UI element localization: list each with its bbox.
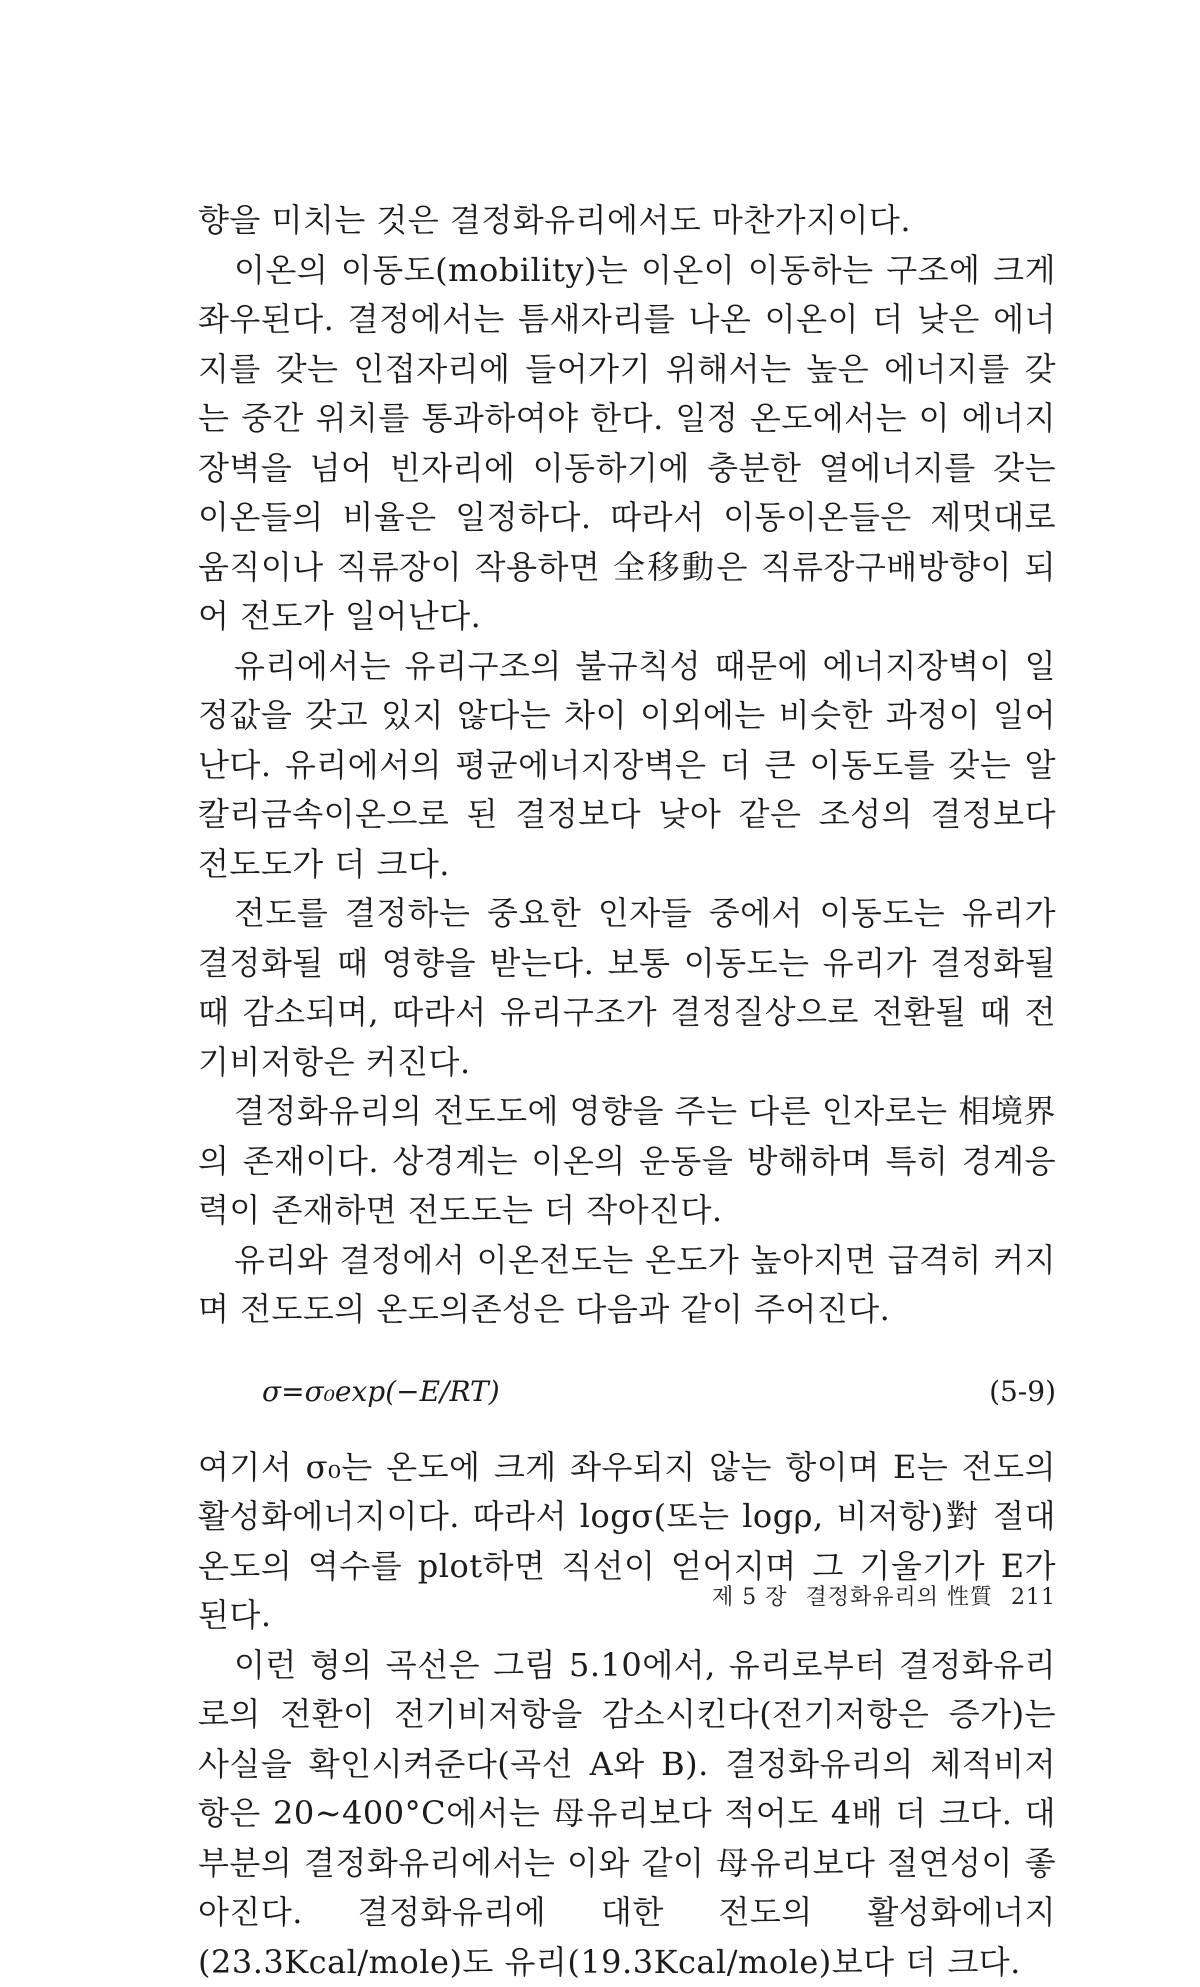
- footer-chapter: 제 5 장: [712, 1585, 788, 1610]
- paragraph-glass-energy-barrier: 유리에서는 유리구조의 불규칙성 때문에 에너지장벽이 일정값을 갖고 있지 않다는 차이 이외에는 비슷한 과정이 일어난다. 유리에서의 평균에너지장벽은 더 큰 이동도를 갖는 알칼리금속이온으로 된 결정보다 낮아 같은 조성의 결정보다 전도도가 더 크다.: [198, 642, 1056, 890]
- paragraph-conduction-factors: 전도를 결정하는 중요한 인자들 중에서 이동도는 유리가 결정화될 때 영향을 받는다. 보통 이동도는 유리가 결정화될 때 감소되며, 따라서 유리구조가 결정질상으로 전환될 때 전기비저항은 커진다.: [198, 889, 1056, 1087]
- equation-formula: σ=σ₀exp(−E/RT): [262, 1375, 500, 1408]
- paragraph-resistivity-curves: 이런 형의 곡선은 그림 5.10에서, 유리로부터 결정화유리로의 전환이 전기비저항을 감소시킨다(전기저항은 증가)는 사실을 확인시켜준다(곡선 A와 B). 결정화유리의 체적비저항은 20∼400°C에서는 母유리보다 적어도 4배 더 크다. 대부분의 결정화유리에서는 이와 같이 母유리보다 절연성이 좋아진다. 결정화유리에 대한 전도의 활성화에너지(23.3Kcal/mole)도 유리(19.3Kcal/mole)보다 더 크다.: [198, 1641, 1056, 1987]
- page-footer: [650, 1580, 1056, 1611]
- paragraph-continuation: 향을 미치는 것은 결정화유리에서도 마찬가지이다.: [198, 196, 1056, 246]
- paragraph-mobility: 이온의 이동도(mobility)는 이온이 이동하는 구조에 크게 좌우된다. 결정에서는 틈새자리를 나온 이온이 더 낮은 에너지를 갖는 인접자리에 들어가기 위해서는 높은 에너지를 갖는 중간 위치를 통과하여야 한다. 일정 온도에서는 이 에너지장벽을 넘어 빈자리에 이동하기에 충분한 열에너지를 갖는 이온들의 비율은 일정하다. 따라서 이동이온들은 제멋대로 움직이나 직류장이 작용하면 全移動은 직류장구배방향이 되어 전도가 일어난다.: [198, 246, 1056, 642]
- paragraph-phase-boundary: 결정화유리의 전도도에 영향을 주는 다른 인자로는 相境界의 존재이다. 상경계는 이온의 운동을 방해하며 특히 경계응력이 존재하면 전도도는 더 작아진다.: [198, 1087, 1056, 1236]
- footer-title: 결정화유리의 性質: [805, 1585, 993, 1610]
- page-number: 211: [1011, 1585, 1056, 1610]
- body-text: [198, 196, 1056, 1987]
- equation-5-9: [198, 1357, 1056, 1429]
- paragraph-activation-energy: 여기서 σ₀는 온도에 크게 좌우되지 않는 항이며 E는 전도의 활성화에너지이다. 따라서 logσ(또는 logρ, 비저항)對 절대온도의 역수를 plot하면 직선이 얻어지며 그 기울기가 E가 된다.: [198, 1443, 1056, 1641]
- equation-number: (5-9): [989, 1375, 1056, 1408]
- paragraph-temperature-dependence: 유리와 결정에서 이온전도는 온도가 높아지면 급격히 커지며 전도도의 온도의존성은 다음과 같이 주어진다.: [198, 1236, 1056, 1335]
